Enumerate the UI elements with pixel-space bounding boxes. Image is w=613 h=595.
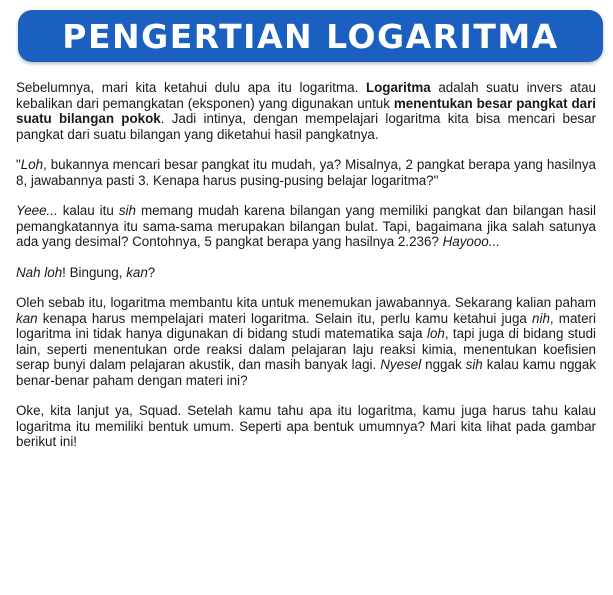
italic-word: Yeee... (16, 203, 58, 218)
paragraph-answer (16, 203, 596, 250)
page-title: PENGERTIAN LOGARITMA (62, 16, 559, 56)
text-run: kalau kamu nggak benar-benar paham dengan materi ini? (16, 357, 596, 388)
text-run: , materi logaritma ini tidak hanya digunakan di bidang studi matematika saja (16, 310, 596, 341)
italic-word: loh (426, 326, 445, 341)
text-run: kalau itu (57, 203, 119, 218)
text-run: memang mudah karena bilangan yang memiliki pangkat dan bilangan hasil pemangkatannya itu sama-sama merupakan bilangan bulat. Tapi, bagaimana jika salah satunya ada yang desimal? Contohnya, 5 pangkat berapa yang hasilnya 2.236? (16, 203, 596, 249)
paragraph-intro (16, 80, 596, 142)
text-run: . Jadi intinya, dengan mempelajari logaritma kita bisa mencari besar pangkat dari suatu bilangan yang diketahui hasil pangkatnya. (16, 111, 597, 142)
text-run: nggak (421, 357, 466, 372)
italic-word: Hayooo... (442, 234, 500, 249)
italic-word: Nyesel (380, 357, 422, 372)
text-run: Sebelumnya, mari kita ketahui dulu apa itu logaritma. (16, 80, 366, 95)
italic-word: sih (118, 203, 136, 218)
italic-word: kan (16, 310, 38, 326)
text-run: adalah suatu invers atau kebalikan dari pemangkatan (eksponen) yang digunakan untuk (16, 80, 596, 111)
paragraph-confused (16, 265, 596, 281)
title-banner (18, 10, 603, 62)
paragraph-explanation (16, 295, 596, 388)
article-body (16, 80, 596, 450)
italic-word: kan (126, 264, 148, 280)
bold-term-logaritma: Logaritma (365, 80, 431, 95)
paragraph-closing (16, 403, 596, 450)
bold-definition: menentukan besar pangkat dari suatu bilangan pokok (16, 95, 596, 126)
italic-word: nih (532, 310, 550, 326)
text-run: ? (147, 264, 156, 280)
italic-word: sih (465, 357, 483, 372)
text-run: Oleh sebab itu, logaritma membantu kita untuk menemukan jawabannya. Sekarang kalian paham (16, 295, 596, 310)
paragraph-question (16, 157, 596, 188)
italic-word: Loh (20, 157, 44, 172)
text-run: Oke, kita lanjut ya, Squad. Setelah kamu tahu apa itu logaritma, kamu juga harus tahu kalau logaritma itu memiliki bentuk umum. Seperti apa bentuk umumnya? Mari kita lihat pada gambar berikut ini! (16, 403, 596, 449)
text-run: , tapi juga di bidang studi lain, seperti menentukan orde reaksi dalam pelajaran laju reaksi kimia, menentukan koefisien serap bunyi dalam pelajaran akustik, dan masih banyak lagi. (16, 326, 597, 372)
text-run: , bukannya mencari besar pangkat itu mudah, ya? Misalnya, 2 pangkat berapa yang hasilnya 8, jawabannya pasti 3. Kenapa harus pusing-pusing belajar logaritma?" (16, 157, 596, 188)
italic-word: Nah loh (16, 264, 63, 280)
text-run: " (16, 157, 21, 172)
text-run: ! Bingung, (62, 264, 127, 280)
text-run: kenapa harus mempelajari materi logaritma. Selain itu, perlu kamu ketahui juga (37, 310, 533, 326)
